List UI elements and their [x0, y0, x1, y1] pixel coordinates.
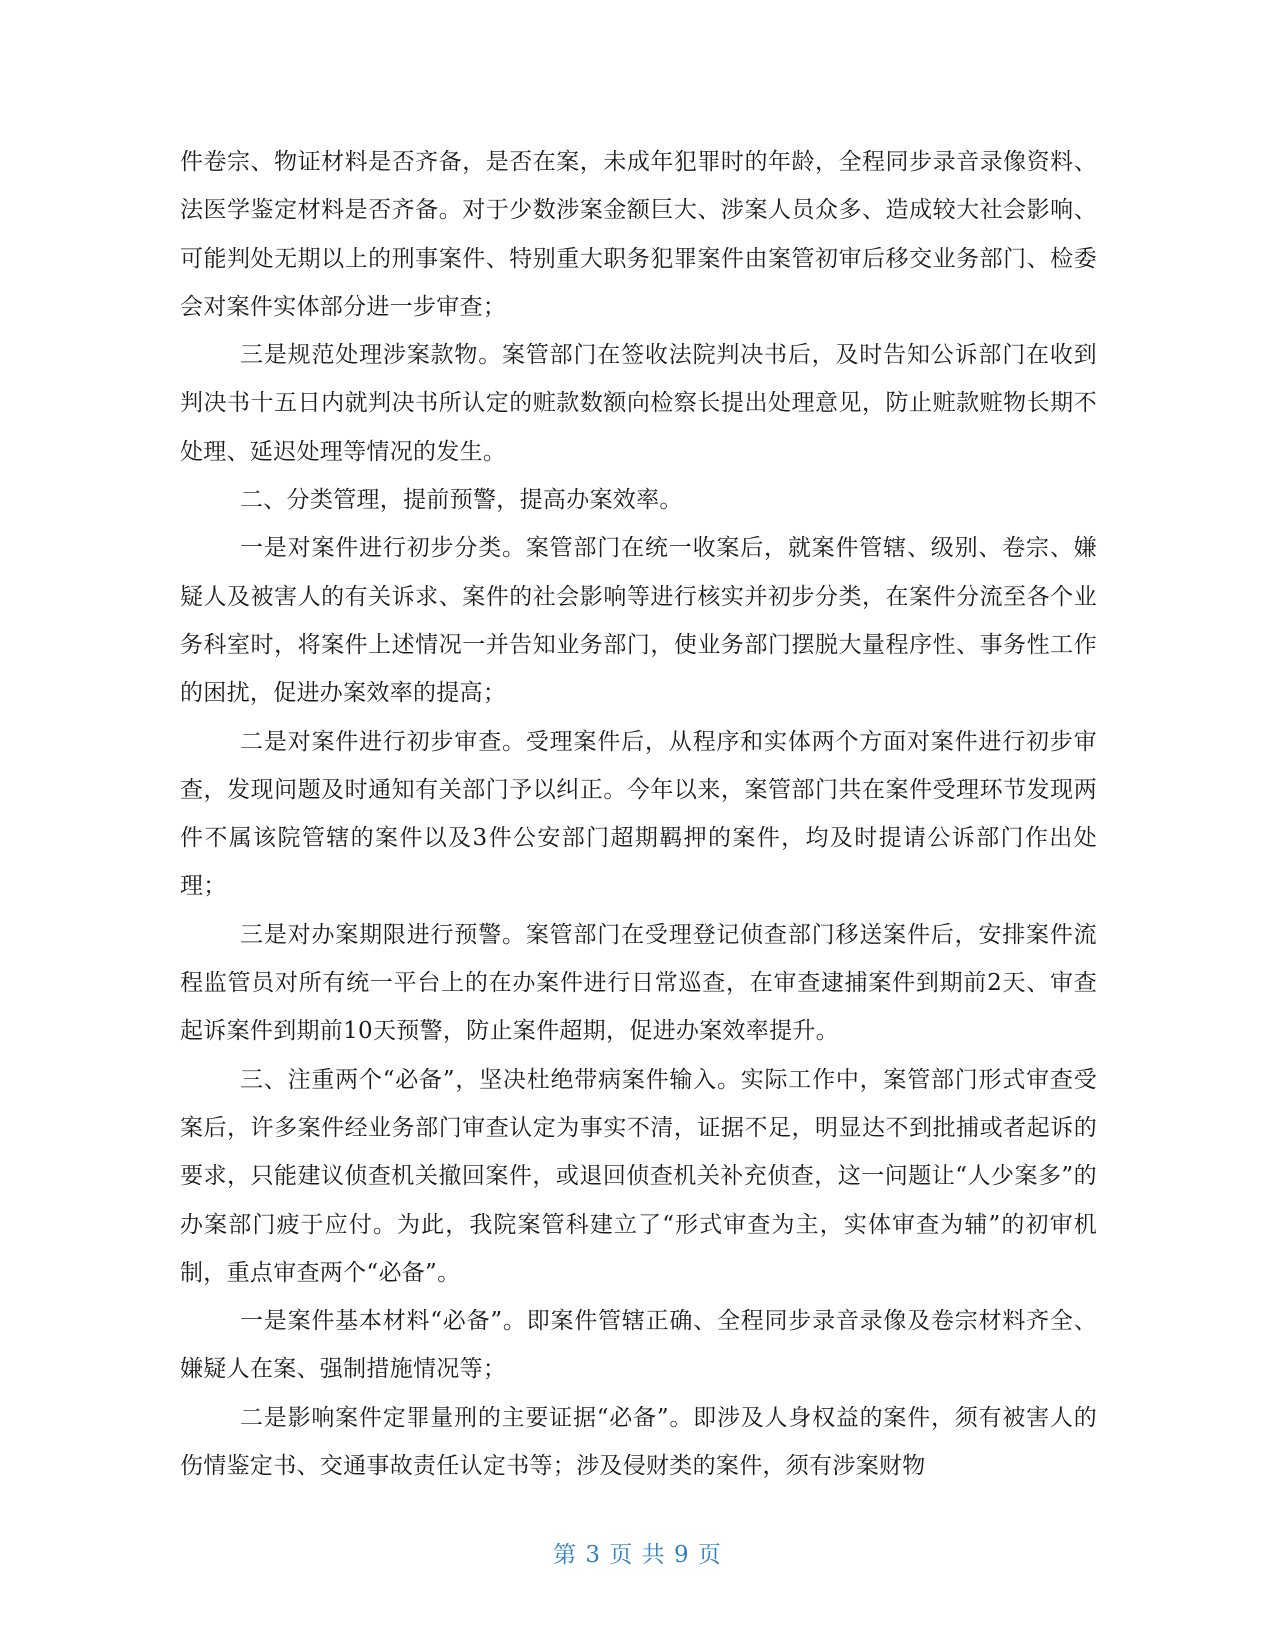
- paragraph-4: 一是对案件进行初步分类。案管部门在统一收案后，就案件管辖、级别、卷宗、嫌疑人及被害人的有关诉求、案件的社会影响等进行核实并初步分类，在案件分流至各个业务科室时，将案件上述情况一并告知业务部门，使业务部门摆脱大量程序性、事务性工作的困扰，促进办案效率的提高；: [180, 535, 1097, 707]
- paragraph-6: 三是对办案期限进行预警。案管部门在受理登记侦查部门移送案件后，安排案件流程监管员对所有统一平台上的在办案件进行日常巡查，在审查逮捕案件到期前2天、审查起诉案件到期前10天预警，防止案件超期，促进办案效率提升。: [180, 921, 1097, 1045]
- section-heading-2: 二、分类管理，提前预警，提高办案效率。: [240, 487, 683, 514]
- page-number-footer: 第 3 页 共 9 页: [553, 1542, 722, 1568]
- document-body: [180, 138, 1097, 1490]
- paragraph-5: 二是对案件进行初步审查。受理案件后，从程序和实体两个方面对案件进行初步审查，发现问题及时通知有关部门予以纠正。今年以来，案管部门共在案件受理环节发现两件不属该院管辖的案件以及3件公安部门超期羁押的案件，均及时提请公诉部门作出处理；: [180, 728, 1097, 900]
- paragraph-8: 一是案件基本材料“必备”。即案件管辖正确、全程同步录音录像及卷宗材料齐全、嫌疑人在案、强制措施情况等；: [180, 1308, 1097, 1383]
- section-paragraph-3: 三、注重两个“必备”，坚决杜绝带病案件输入。实际工作中，案管部门形式审查受案后，许多案件经业务部门审查认定为事实不清，证据不足，明显达不到批捕或者起诉的要求，只能建议侦查机关撤回案件，或退回侦查机关补充侦查，这一问题让“人少案多”的办案部门疲于应付。为此，我院案管科建立了“形式审查为主，实体审查为辅”的初审机制，重点审查两个“必备”。: [180, 1066, 1097, 1286]
- paragraph-9: 二是影响案件定罪量刑的主要证据“必备”。即涉及人身权益的案件，须有被害人的伤情鉴定书、交通事故责任认定书等；涉及侵财类的案件，须有涉案财物: [180, 1404, 1097, 1480]
- paragraph-2: 三是规范处理涉案款物。案管部门在签收法院判决书后，及时告知公诉部门在收到判决书十五日内就判决书所认定的赃款数额向检察长提出处理意见，防止赃款赃物长期不处理、延迟处理等情况的发生。: [180, 342, 1097, 465]
- paragraph-1: 件卷宗、物证材料是否齐备，是否在案，未成年犯罪时的年龄，全程同步录音录像资料、法医学鉴定材料是否齐备。对于少数涉案金额巨大、涉案人员众多、造成较大社会影响、可能判处无期以上的刑事案件、特别重大职务犯罪案件由案管初审后移交业务部门、检委会对案件实体部分进一步审查；: [180, 149, 1097, 320]
